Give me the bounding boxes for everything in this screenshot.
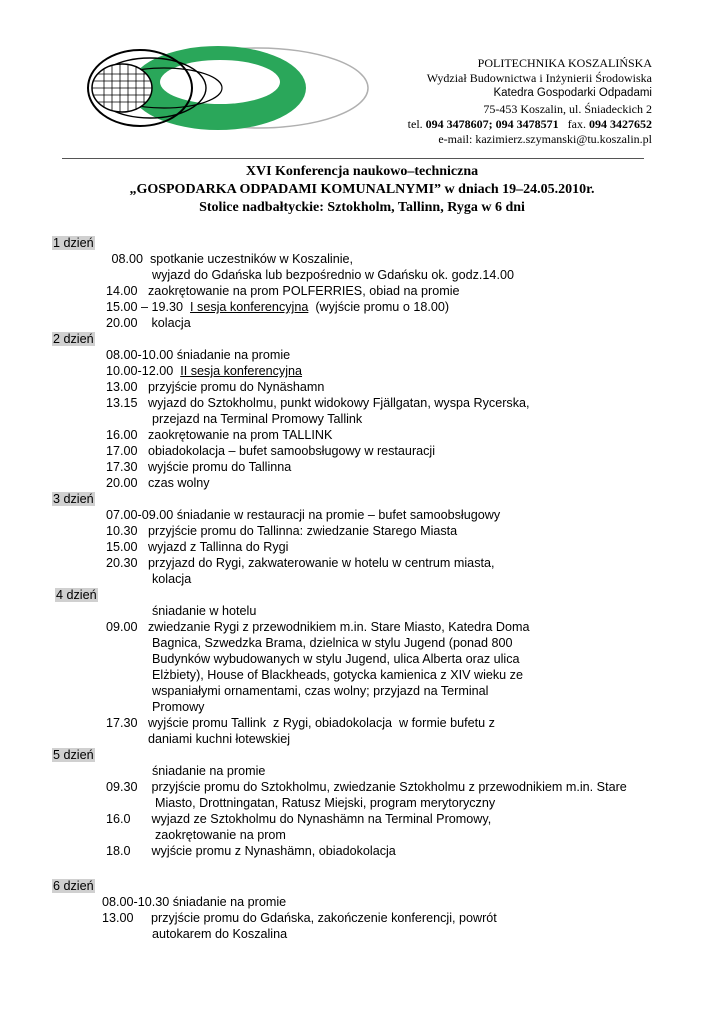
schedule-line: 15.00 wyjazd z Tallinna do Rygi bbox=[106, 540, 289, 554]
session-name: II sesja konferencyjna bbox=[180, 364, 303, 378]
day-label: 6 dzień bbox=[53, 879, 94, 893]
schedule-line: Budynków wybudowanych w stylu Jugend, ulica Alberta oraz ulica bbox=[152, 652, 520, 666]
address: 75-453 Koszalin, ul. Śniadeckich 2 bbox=[483, 101, 652, 116]
day-1-label bbox=[52, 235, 95, 251]
schedule-line: 14.00 zaokrętowanie na prom POLFERRIES, obiad na promie bbox=[106, 284, 460, 298]
session-name: I sesja konferencyjna bbox=[190, 300, 309, 314]
schedule-line: zaokrętowanie na prom bbox=[155, 828, 286, 842]
schedule-line: 17.30 wyjście promu Tallink z Rygi, obiadokolacja w formie bufetu z bbox=[106, 716, 495, 730]
schedule-line: 08.00 spotkanie uczestników w Koszalinie, bbox=[108, 252, 354, 266]
day-label: 2 dzień bbox=[53, 332, 94, 346]
schedule-line: 16.00 zaokrętowanie na prom TALLINK bbox=[106, 428, 333, 442]
schedule-line: śniadanie w hotelu bbox=[152, 604, 257, 618]
conference-topic: „GOSPODARKA ODPADAMI KOMUNALNYMI” w dniach 19–24.05.2010r. bbox=[129, 182, 595, 197]
schedule-line: 20.00 kolacja bbox=[106, 316, 191, 330]
schedule-line: 10.30 przyjście promu do Tallinna: zwiedzanie Starego Miasta bbox=[106, 524, 458, 538]
time-range: 10.00-12.00 bbox=[106, 364, 181, 378]
schedule-line: kolacja bbox=[152, 572, 192, 586]
schedule-line bbox=[106, 299, 449, 315]
day-4-label bbox=[55, 587, 98, 603]
organization-block bbox=[408, 56, 652, 147]
day-2-label bbox=[52, 331, 95, 347]
schedule-line: 16.0 wyjazd ze Sztokholmu do Nynashämn na Terminal Promowy, bbox=[106, 812, 492, 826]
schedule-line: 09.30 przyjście promu do Sztokholmu, zwiedzanie Sztokholmu z przewodnikiem m.in. Stare bbox=[106, 780, 627, 794]
schedule-line: wspaniałymi ornamentami, czas wolny; przyjazd na Terminal bbox=[152, 684, 489, 698]
department-name: Katedra Gospodarki Odpadami bbox=[493, 87, 652, 100]
day-3-label bbox=[52, 491, 95, 507]
tel-label: tel. bbox=[407, 116, 426, 131]
schedule-line: Miasto, Drottningatan, Ratusz Miejski, program merytoryczny bbox=[155, 796, 496, 810]
faculty-name: Wydział Budownictwa i Inżynierii Środowiska bbox=[426, 71, 652, 86]
conference-title: XVI Konferencja naukowo–techniczna bbox=[245, 164, 479, 179]
schedule-line: 17.30 wyjście promu do Tallinna bbox=[106, 460, 292, 474]
schedule-line: 07.00-09.00 śniadanie w restauracji na promie – bufet samoobsługowy bbox=[106, 508, 501, 522]
time-range: 15.00 – 19.30 bbox=[106, 300, 191, 314]
conference-destinations: Stolice nadbałtyckie: Sztokholm, Tallinn, Ryga w 6 dni bbox=[199, 200, 525, 215]
schedule-line: 08.00-10.00 śniadanie na promie bbox=[106, 348, 291, 362]
session-note: (wyjście promu o 18.00) bbox=[308, 300, 450, 314]
schedule-line: wyjazd do Gdańska lub bezpośrednio w Gdańsku ok. godz.14.00 bbox=[152, 268, 514, 282]
day-label: 3 dzień bbox=[53, 492, 94, 506]
schedule-line: daniami kuchni łotewskiej bbox=[148, 732, 291, 746]
schedule-line: 13.00 przyjście promu do Nynäshamn bbox=[106, 380, 325, 394]
schedule-line: Promowy bbox=[152, 700, 205, 714]
schedule-line bbox=[106, 363, 302, 379]
schedule-line: przejazd na Terminal Promowy Tallink bbox=[152, 412, 363, 426]
day-label: 1 dzień bbox=[53, 236, 94, 250]
schedule-line: Bagnica, Szwedzka Brama, dzielnica w stylu Jugend (ponad 800 bbox=[152, 636, 513, 650]
schedule-line: 17.00 obiadokolacja – bufet samoobsługowy w restauracji bbox=[106, 444, 436, 458]
day-label: 5 dzień bbox=[53, 748, 94, 762]
tel-numbers: 094 3478607; 094 3478571 bbox=[425, 116, 559, 131]
schedule-line: 20.30 przyjazd do Rygi, zakwaterowanie w hotelu w centrum miasta, bbox=[106, 556, 495, 570]
university-logo bbox=[68, 44, 374, 132]
university-name: POLITECHNIKA KOSZALIŃSKA bbox=[477, 56, 652, 70]
schedule-line: autokarem do Koszalina bbox=[152, 927, 288, 941]
schedule-line: 18.0 wyjście promu z Nynashämn, obiadokolacja bbox=[106, 844, 396, 858]
fax-number: 094 3427652 bbox=[589, 116, 652, 131]
schedule-line: 09.00 zwiedzanie Rygi z przewodnikiem m.in. Stare Miasto, Katedra Doma bbox=[106, 620, 530, 634]
schedule-line: Elżbiety), House of Blackheads, gotycka kamienica z XIV wieku ze bbox=[152, 668, 523, 682]
fax-label: fax. bbox=[558, 116, 589, 131]
header-divider bbox=[62, 158, 644, 159]
day-5-label bbox=[52, 747, 95, 763]
schedule-line: 13.00 przyjście promu do Gdańska, zakończenie konferencji, powrót bbox=[102, 911, 497, 925]
day-6-label bbox=[52, 878, 95, 894]
schedule-line: 13.15 wyjazd do Sztokholmu, punkt widokowy Fjällgatan, wyspa Rycerska, bbox=[106, 396, 530, 410]
schedule-line: 20.00 czas wolny bbox=[106, 476, 210, 490]
phone-line bbox=[408, 117, 652, 132]
schedule-line: śniadanie na promie bbox=[152, 764, 266, 778]
schedule-line: 08.00-10.30 śniadanie na promie bbox=[102, 895, 287, 909]
day-label: 4 dzień bbox=[56, 588, 97, 602]
email-line: e-mail: kazimierz.szymanski@tu.koszalin.pl bbox=[438, 132, 652, 147]
